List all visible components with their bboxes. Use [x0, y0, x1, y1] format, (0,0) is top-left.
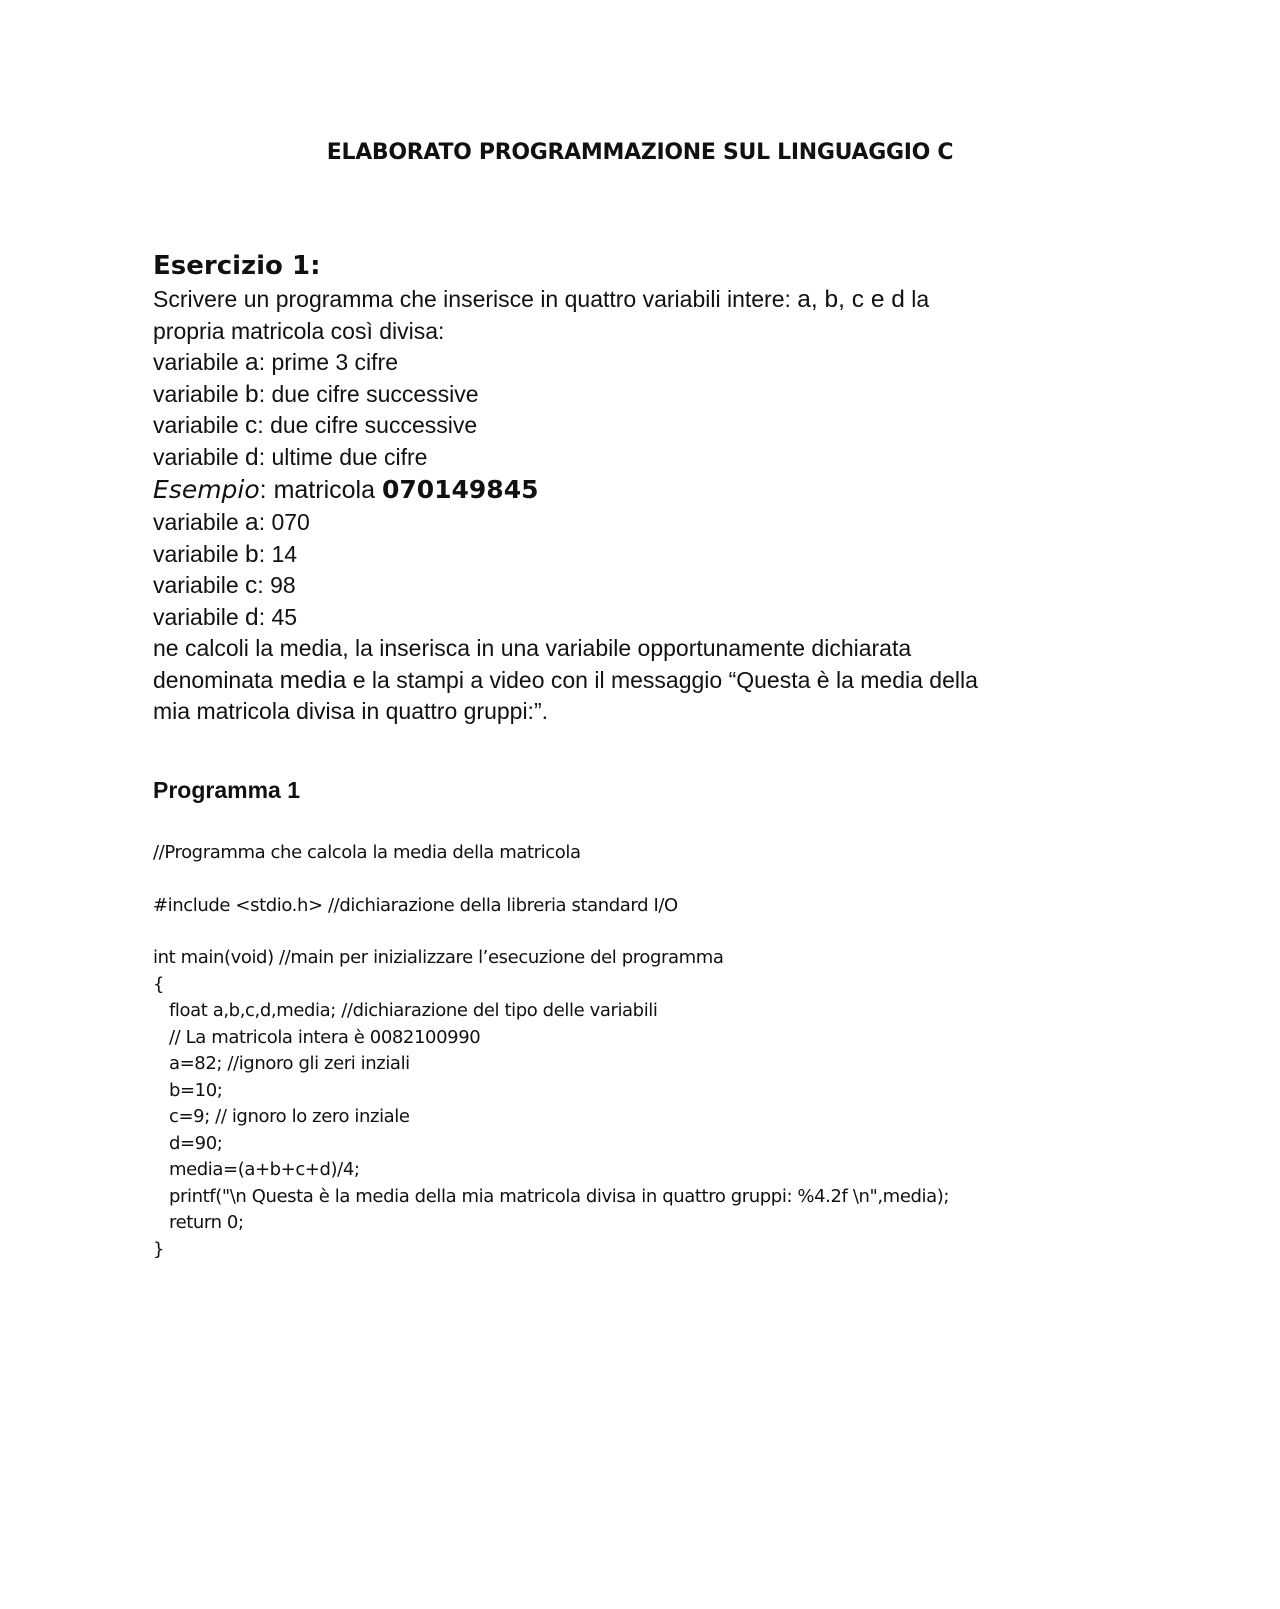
rule-var: b	[245, 380, 259, 408]
split-rule	[153, 442, 1093, 474]
rule-var: d	[245, 443, 259, 471]
code-line: a=82; //ignoro gli zeri inziali	[153, 1053, 410, 1074]
value-number: : 070	[258, 509, 310, 535]
value-prefix: variabile	[153, 572, 246, 598]
closing-line2	[153, 665, 1093, 697]
exercise-intro-line2: propria matricola così divisa:	[153, 317, 445, 344]
example-matricola-number: 070149845	[381, 475, 539, 504]
example-text: : matricola	[259, 476, 382, 504]
closing-var-media: media	[279, 666, 347, 694]
code-line: {	[153, 973, 165, 995]
rule-prefix: variabile	[153, 443, 246, 470]
rule-desc: : due cifre successive	[257, 412, 478, 438]
value-var: c	[245, 572, 258, 599]
code-line: c=9; // ignoro lo zero inziale	[153, 1106, 410, 1127]
code-line: d=90;	[153, 1132, 223, 1154]
rule-desc: : due cifre successive	[258, 380, 479, 407]
rule-var: a	[245, 349, 259, 376]
example-value	[153, 602, 1093, 634]
split-rules-list	[153, 347, 1093, 473]
split-rule	[153, 347, 1093, 379]
exercise-section	[153, 248, 1093, 728]
program-heading: Programma 1	[153, 777, 301, 803]
value-prefix: variabile	[153, 509, 246, 535]
example-value	[153, 507, 1093, 539]
rule-prefix: variabile	[153, 380, 246, 407]
example-value	[153, 570, 1093, 602]
value-var: b	[245, 540, 259, 568]
code-line: #include <stdio.h> //dichiarazione della libreria standard I/O	[153, 894, 678, 916]
example-values-list	[153, 507, 1093, 633]
exercise-heading: Esercizio 1:	[153, 251, 321, 281]
example-line	[153, 473, 1093, 507]
code-line: printf("\n Questa è la media della mia matricola divisa in quattro gruppi: %4.2f \n",media);	[153, 1185, 950, 1207]
closing-line1: ne calcoli la media, la inserisca in una variabile opportunamente dichiarata	[153, 635, 912, 661]
value-var: d	[245, 603, 259, 631]
exercise-intro-line1	[153, 284, 1093, 316]
code-line: b=10;	[153, 1079, 223, 1101]
split-rule	[153, 410, 1093, 442]
code-blank-line	[153, 867, 1153, 893]
document-title: ELABORATO PROGRAMMAZIONE SUL LINGUAGGIO C	[326, 140, 954, 165]
value-number: : 45	[258, 603, 298, 630]
value-number: : 14	[258, 540, 298, 567]
intro-tail: la	[904, 286, 930, 312]
program-code	[153, 840, 1153, 1263]
example-value	[153, 539, 1093, 571]
value-prefix: variabile	[153, 603, 246, 630]
rule-prefix: variabile	[153, 349, 246, 375]
value-prefix: variabile	[153, 540, 246, 567]
closing-line3: mia matricola divisa in quattro gruppi:”.	[153, 698, 548, 724]
value-var: a	[245, 509, 259, 536]
rule-prefix: variabile	[153, 412, 246, 438]
rule-var: c	[245, 412, 258, 439]
code-line: return 0;	[153, 1212, 244, 1233]
closing-pre: denominata	[153, 666, 280, 693]
code-blank-line	[153, 919, 1153, 945]
code-line: media=(a+b+c+d)/4;	[153, 1159, 360, 1180]
code-line: }	[153, 1238, 165, 1260]
code-line: float a,b,c,d,media; //dichiarazione del tipo delle variabili	[153, 1000, 658, 1021]
code-line: int main(void) //main per inizializzare l’esecuzione del programma	[153, 947, 724, 968]
value-number: : 98	[257, 572, 296, 598]
example-label: Esempio	[153, 475, 260, 504]
closing-post: e la stampi a video con il messaggio “Questa è la media della	[346, 666, 978, 693]
rule-desc: : prime 3 cifre	[258, 349, 399, 375]
rule-desc: : ultime due cifre	[258, 443, 428, 470]
split-rule	[153, 379, 1093, 411]
code-line: // La matricola intera è 0082100990	[153, 1026, 481, 1048]
intro-text: Scrivere un programma che inserisce in quattro variabili intere:	[153, 286, 798, 312]
code-line: //Programma che calcola la media della matricola	[153, 842, 581, 863]
intro-vars: a, b, c e d	[797, 286, 905, 313]
